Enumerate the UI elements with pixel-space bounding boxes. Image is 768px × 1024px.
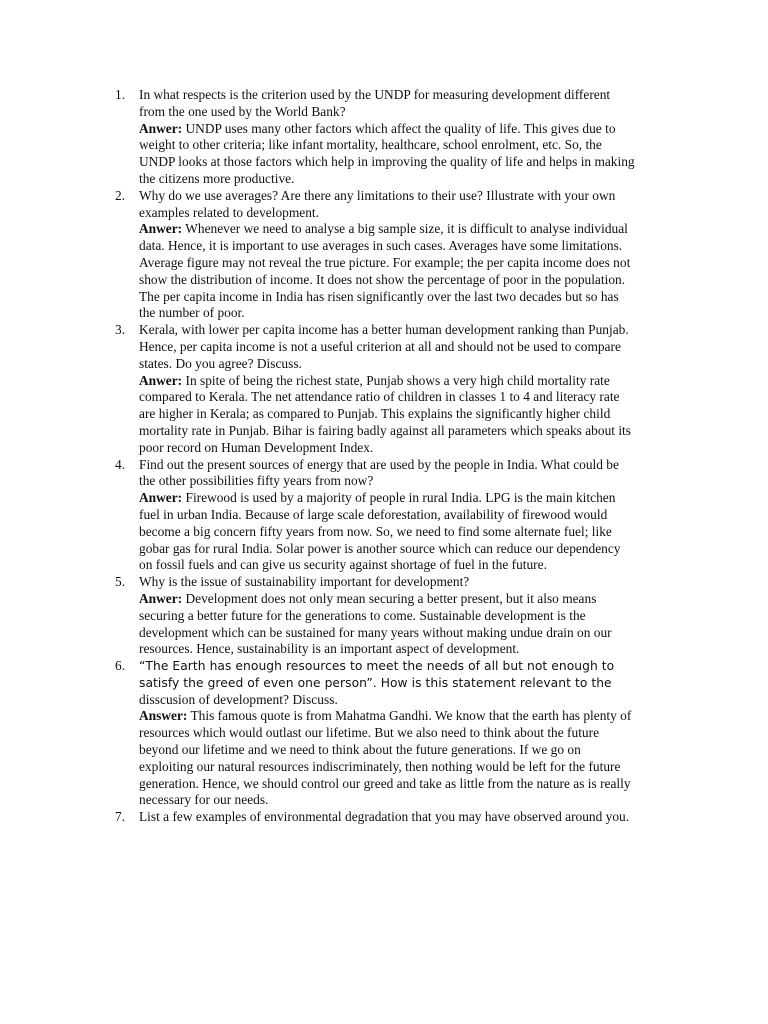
item-number: 6. [115, 658, 126, 674]
question-text: In what respects is the criterion used by the UNDP for measuring development different from the one used by the World Bank? [139, 87, 611, 119]
answer-label: Anwer: [139, 490, 183, 506]
answer-label: Answer: [139, 708, 188, 724]
list-item [115, 809, 635, 826]
item-number: 2. [115, 187, 126, 203]
item-number: 1. [115, 87, 126, 102]
answer-text: UNDP uses many other factors which affect the quality of life. This gives due to weight to other criteria; like infant mortality, healthcare, school enrolment, etc. So, the UNDP looks at those factors which help in improving the quality of life and helps in making the citizens more productive. [139, 120, 635, 186]
answer-block [139, 221, 635, 322]
item-number: 4. [115, 456, 126, 472]
question-tail-text: disscusion of development? Discuss. [139, 691, 338, 707]
answer-label: Anwer: [139, 372, 183, 388]
answer-block [139, 373, 635, 457]
item-number: 7. [115, 809, 126, 825]
answer-label: Anwer: [139, 221, 183, 237]
list-item [115, 322, 635, 456]
question-text: List a few examples of environmental degradation that you may have observed around you. [139, 809, 630, 825]
answer-label: Anwer: [139, 120, 183, 136]
answer-block [139, 708, 635, 809]
list-item [115, 574, 635, 658]
answer-text: This famous quote is from Mahatma Gandhi. We know that the earth has plenty of resources which would outlast our lifetime. But we also need to think about the future beyond our lifetime and we need to think about the future generations. If we go on exploiting our natural resources indiscriminately, then nothing would be left for the future generation. Hence, we should control our greed and take as little from the nature as is really necessary for our needs. [139, 708, 632, 808]
list-item [115, 87, 635, 188]
item-number: 3. [115, 322, 126, 338]
list-item [115, 188, 635, 322]
question-text: Find out the present sources of energy that are used by the people in India. What could be the other possibilities fifty years from now? [139, 456, 619, 489]
item-number: 5. [115, 574, 126, 590]
answer-text: Development does not only mean securing a better present, but it also means securing a better future for the generations to come. Sustainable development is the development which can be sustained for many years without making undue drain on our resources. Hence, sustainability is an important aspect of development. [139, 590, 612, 657]
answer-block [139, 121, 635, 188]
question-text: “The Earth has enough resources to meet the needs of all but not enough to satisfy the greed of even one person”. How is this statement relevant to the [139, 659, 615, 690]
answer-label: Anwer: [139, 590, 183, 606]
question-text: Why is the issue of sustainability important for development? [139, 574, 470, 590]
list-item [115, 658, 635, 809]
answer-text: Whenever we need to analyse a big sample size, it is difficult to analyse individual data. Hence, it is important to use averages in such cases. Averages have some limitations. Average figure may not reveal the true picture. For example; the per capita income does not show the distribution of income. It does not show the percentage of poor in the population. The per capita income in India has risen significantly over the last two decades but so has the number of poor. [139, 221, 631, 321]
list-item [115, 457, 635, 575]
question-text: Kerala, with lower per capita income has a better human development ranking than Punjab. Hence, per capita income is not a useful criterion at all and should not be used to compare states. Do you agree? Discuss. [139, 322, 629, 371]
question-quote-block [139, 658, 635, 708]
answer-block [139, 591, 635, 658]
question-answer-list [115, 87, 635, 826]
answer-text: In spite of being the richest state, Punjab shows a very high child mortality rate compared to Kerala. The net attendance ratio of children in classes 1 to 4 and literacy rate are higher in Kerala; as compared to Punjab. This explains the significantly higher child mortality rate in Punjab. Bihar is fairing badly against all parameters which speaks about its poor record on Human Development Index. [139, 372, 631, 455]
answer-text: Firewood is used by a majority of people in rural India. LPG is the main kitchen fuel in urban India. Because of large scale deforestation, availability of firewood would become a big concern fifty years from now. So, we need to find some alternate fuel; like gobar gas for rural India. Solar power is another source which can reduce our dependency on fossil fuels and can give us security against shortage of fuel in the future. [139, 490, 621, 573]
question-text: Why do we use averages? Are there any limitations to their use? Illustrate with your own examples related to development. [139, 187, 616, 220]
answer-block [139, 490, 635, 574]
